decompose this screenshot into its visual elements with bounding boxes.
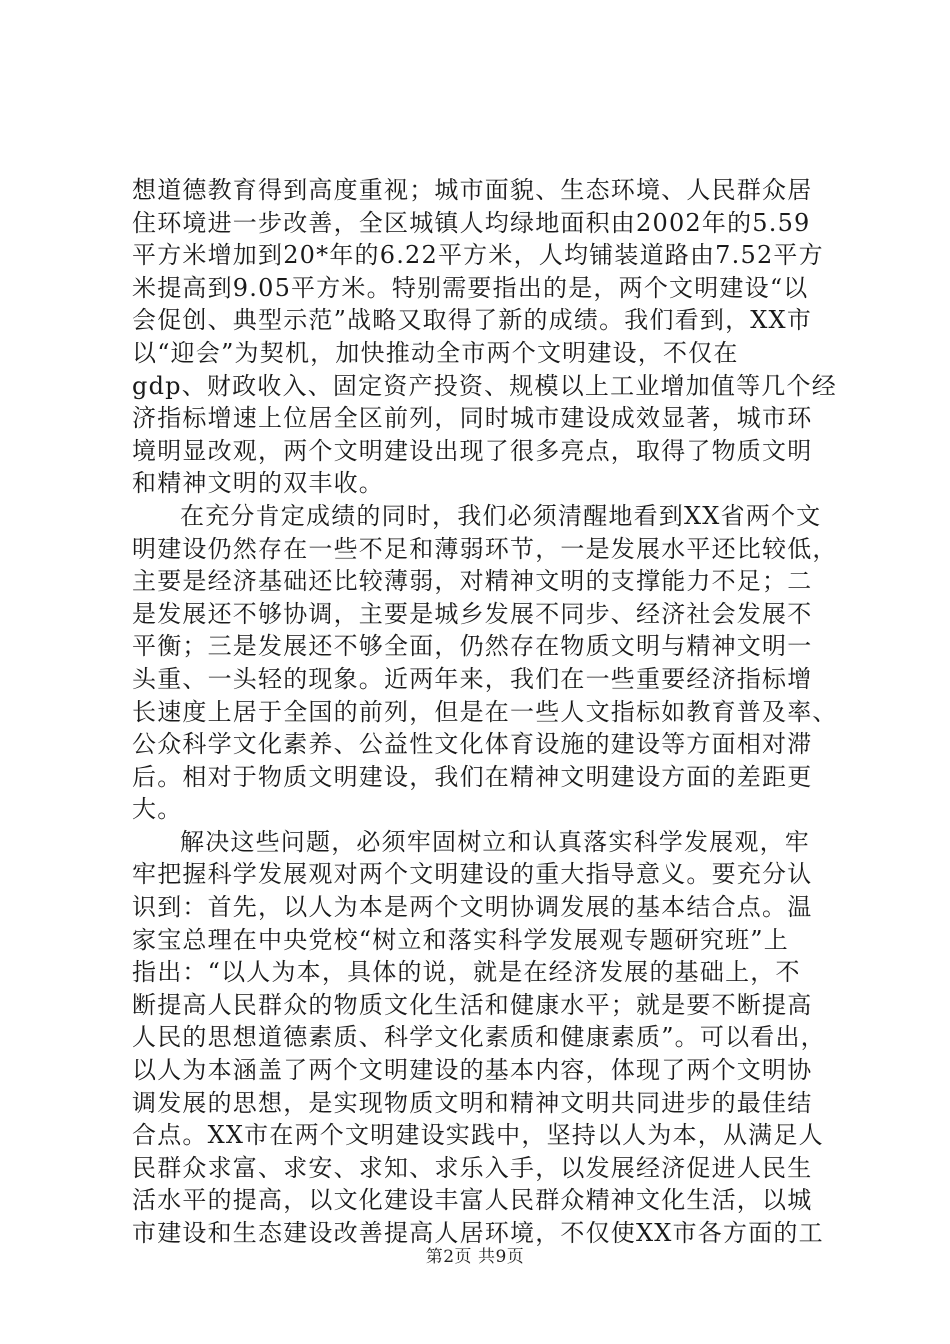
text-line: 合点。XX市在两个文明建设实践中，坚持以人为本，从满足人: [132, 1121, 824, 1150]
text-line: 人民的思想道德素质、科学文化素质和健康素质”。可以看出，: [132, 1023, 826, 1052]
text-line: 调发展的思想，是实现物质文明和精神文明共同进步的最佳结: [132, 1088, 813, 1117]
text-line: 境明显改观，两个文明建设出现了很多亮点，取得了物质文明: [132, 436, 813, 465]
text-line: 头重、一头轻的现象。近两年来，我们在一些重要经济指标增: [132, 664, 813, 693]
text-line: 牢把握科学发展观对两个文明建设的重大指导意义。要充分认: [132, 860, 813, 889]
text-line: 明建设仍然存在一些不足和薄弱环节，一是发展水平还比较低，: [132, 534, 838, 563]
text-line: 大。: [132, 795, 183, 824]
text-line: 公众科学文化素养、公益性文化体育设施的建设等方面相对滞: [132, 730, 813, 759]
text-line: 市建设和生态建设改善提高人居环境，不仅使XX市各方面的工: [132, 1219, 824, 1247]
text-line: 长速度上居于全国的前列，但是在一些人文指标如教育普及率、: [132, 697, 838, 726]
text-line: 济指标增速上位居全区前列，同时城市建设成效显著，城市环: [132, 404, 813, 433]
text-line: 解决这些问题，必须牢固树立和认真落实科学发展观，牢: [180, 827, 810, 856]
text-line: 会促创、典型示范”战略又取得了新的成绩。我们看到，XX市: [132, 306, 813, 335]
text-line: 主要是经济基础还比较薄弱，对精神文明的支撑能力不足；二: [132, 567, 813, 596]
text-line: 平衡；三是发展还不够全面，仍然存在物质文明与精神文明一: [132, 632, 813, 661]
text-line: 民群众求富、求安、求知、求乐入手，以发展经济促进人民生: [132, 1153, 813, 1182]
text-line: 在充分肯定成绩的同时，我们必须清醒地看到XX省两个文: [180, 501, 822, 530]
text-line: 识到：首先，以人为本是两个文明协调发展的基本结合点。温: [132, 893, 813, 922]
text-line: 断提高人民群众的物质文化生活和健康水平；就是要不断提高: [132, 990, 813, 1019]
text-line: 平方米增加到20*年的6.22平方米，人均铺装道路由7.52平方: [132, 241, 824, 270]
text-line: 是发展还不够协调，主要是城乡发展不同步、经济社会发展不: [132, 599, 813, 628]
paragraph-2: [132, 500, 838, 826]
text-line: 指出：“以人为本，具体的说，就是在经济发展的基础上，不: [132, 958, 801, 987]
paragraph-3: [132, 826, 832, 1250]
text-line: 家宝总理在中央党校“树立和落实科学发展观专题研究班”上: [132, 925, 789, 954]
text-line: 以“迎会”为契机，加快推动全市两个文明建设，不仅在: [132, 338, 739, 367]
text-line: gdp、财政收入、固定资产投资、规模以上工业增加值等几个经: [132, 371, 837, 400]
text-line: 住环境进一步改善，全区城镇人均绿地面积由2002年的5.59: [132, 208, 811, 237]
text-line: 活水平的提高，以文化建设丰富人民群众精神文化生活，以城: [132, 1186, 813, 1215]
paragraph-1: [132, 174, 837, 500]
page-number-footer: 第2页 共9页: [425, 1247, 525, 1267]
text-line: 以人为本涵盖了两个文明建设的基本内容，体现了两个文明协: [132, 1056, 813, 1085]
text-line: 后。相对于物质文明建设，我们在精神文明建设方面的差距更: [132, 762, 813, 791]
text-line: 米提高到9.05平方米。特别需要指出的是，两个文明建设“以: [132, 273, 809, 302]
document-body: [132, 174, 838, 1250]
text-line: 想道德教育得到高度重视；城市面貌、生态环境、人民群众居: [132, 176, 813, 204]
text-line: 和精神文明的双丰收。: [132, 469, 384, 498]
